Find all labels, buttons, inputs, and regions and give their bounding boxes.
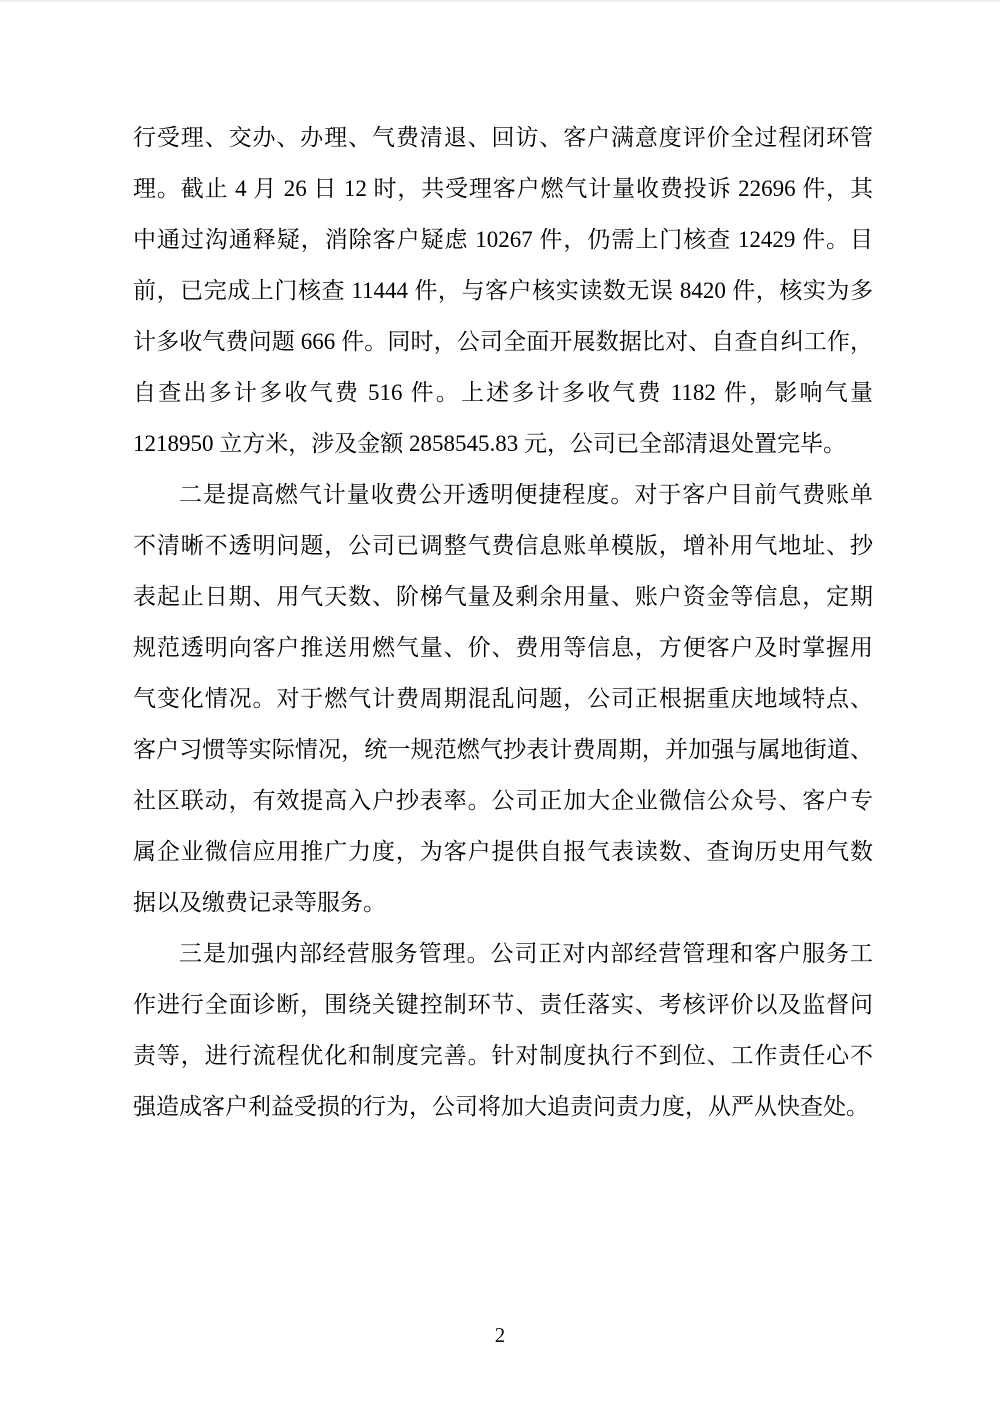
text-line: 中通过沟通释疑，消除客户疑虑 10267 件，仍需上门核查 12429 件。目 bbox=[133, 227, 873, 252]
text-line: 表起止日期、用气天数、阶梯气量及剩余用量、账户资金等信息，定期 bbox=[133, 584, 873, 609]
text-line: 理。截止 4 月 26 日 12 时，共受理客户燃气计量收费投诉 22696 件，其 bbox=[133, 176, 873, 201]
text-line: 客户习惯等实际情况，统一规范燃气抄表计费周期，并加强与属地街道、 bbox=[133, 737, 873, 762]
paragraph bbox=[133, 928, 873, 1132]
text-line: 规范透明向客户推送用燃气量、价、费用等信息，方便客户及时掌握用 bbox=[133, 635, 873, 660]
text-line: 气变化情况。对于燃气计费周期混乱问题，公司正根据重庆地域特点、 bbox=[133, 686, 873, 711]
text-line: 三是加强内部经营服务管理。公司正对内部经营管理和客户服务工 bbox=[179, 941, 873, 966]
text-line: 责等，进行流程优化和制度完善。针对制度执行不到位、工作责任心不 bbox=[133, 1043, 873, 1068]
text-line: 计多收气费问题 666 件。同时，公司全面开展数据比对、自查自纠工作， bbox=[133, 329, 873, 354]
text-line: 行受理、交办、办理、气费清退、回访、客户满意度评价全过程闭环管 bbox=[133, 125, 873, 150]
text-line: 二是提高燃气计量收费公开透明便捷程度。对于客户目前气费账单 bbox=[179, 482, 873, 507]
text-line: 据以及缴费记录等服务。 bbox=[133, 890, 386, 915]
text-block bbox=[133, 112, 873, 1132]
text-line: 前，已完成上门核查 11444 件，与客户核实读数无误 8420 件，核实为多 bbox=[133, 278, 873, 303]
text-line: 作进行全面诊断，围绕关键控制环节、责任落实、考核评价以及监督问 bbox=[133, 992, 873, 1017]
text-line: 1218950 立方米，涉及金额 2858545.83 元，公司已全部清退处置完毕。 bbox=[133, 431, 846, 456]
text-line: 强造成客户利益受损的行为，公司将加大追责问责力度，从严从快查处。 bbox=[133, 1094, 869, 1119]
text-line: 社区联动，有效提高入户抄表率。公司正加大企业微信公众号、客户专 bbox=[133, 788, 873, 813]
page-number: 2 bbox=[494, 1323, 506, 1347]
paragraph bbox=[133, 112, 873, 469]
paragraph bbox=[133, 469, 873, 928]
text-line: 不清晰不透明问题，公司已调整气费信息账单模版，增补用气地址、抄 bbox=[133, 533, 873, 558]
text-line: 自查出多计多收气费 516 件。上述多计多收气费 1182 件，影响气量 bbox=[133, 380, 873, 405]
text-line: 属企业微信应用推广力度，为客户提供自报气表读数、查询历史用气数 bbox=[133, 839, 873, 864]
